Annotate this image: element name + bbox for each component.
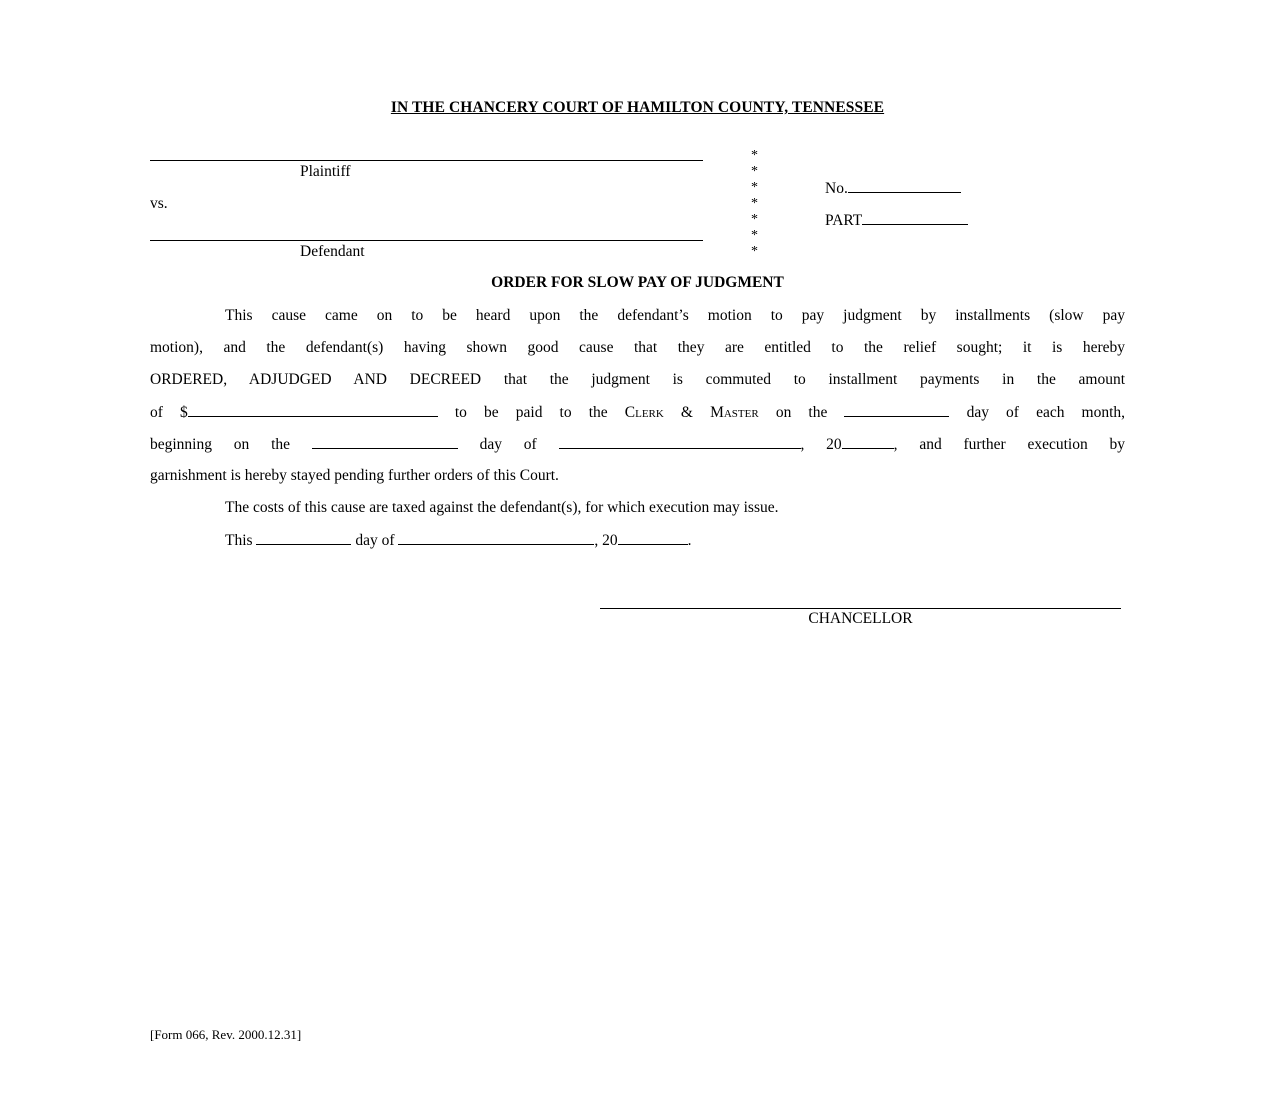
beginning-year-blank [842,436,894,449]
chancellor-label: CHANCELLOR [808,610,913,627]
caption-star: * [751,196,758,211]
date-year-prefix: , 20 [594,532,618,549]
amount-blank [188,404,438,417]
day-of-text: day of [479,436,537,453]
date-period: . [687,532,692,549]
clerk-master-text: Clerk & Master [624,404,759,421]
order-line-1: This cause came on to be heard upon the defendant’s motion to pay judgment by installments (slow pay [225,307,1125,324]
date-year-blank [618,532,688,545]
defendant-signature-line [150,240,703,241]
date-line [225,532,1125,549]
part-field [825,212,968,229]
date-month-blank [398,532,594,545]
date-day-blank [256,532,351,545]
part-label: PART [825,212,863,229]
order-title: ORDER FOR SLOW PAY OF JUDGMENT [491,274,784,291]
case-number-field [825,180,961,197]
amount-prefix: of $ [150,404,188,421]
costs-paragraph: The costs of this cause are taxed against the defendant(s), for which execution may issue. [225,499,779,516]
plaintiff-label: Plaintiff [300,163,351,180]
on-the-text: on the [775,404,828,421]
defendant-label: Defendant [300,243,365,260]
day-of-month-text: day of each month, [966,404,1126,421]
case-number-label: No. [825,180,848,197]
plaintiff-signature-line [150,160,703,161]
beginning-text: beginning on the [150,436,291,453]
order-line-5 [150,436,1125,453]
order-line-4 [150,404,1125,421]
this-text: This [225,532,253,549]
beginning-month-blank [559,436,801,449]
form-id: [Form 066, Rev. 2000.12.31] [150,1027,302,1042]
caption-star: * [751,244,758,259]
caption-star: * [751,164,758,179]
caption-star: * [751,212,758,227]
paid-to-text: to be paid to the [454,404,608,421]
date-day-of-text: day of [355,532,395,549]
order-line-6: garnishment is hereby stayed pending further orders of this Court. [150,467,559,484]
beginning-day-blank [312,436,458,449]
part-blank [862,212,968,225]
caption-star: * [751,180,758,195]
case-number-blank [848,180,961,193]
year-prefix-text: , 20 [800,436,842,453]
vs-label: vs. [150,195,168,212]
order-line-2: motion), and the defendant(s) having shown good cause that they are entitled to the relief sought; it is hereby [150,339,1125,356]
caption-star: * [751,228,758,243]
day-of-month-blank [844,404,949,417]
caption-star: * [751,148,758,163]
chancellor-signature-line [600,608,1121,609]
court-title: IN THE CHANCERY COURT OF HAMILTON COUNTY, TENNESSEE [390,99,885,116]
execution-text: , and further execution by [893,436,1126,453]
order-line-3: ORDERED, ADJUDGED AND DECREED that the judgment is commuted to installment payments in the amount [150,371,1125,388]
